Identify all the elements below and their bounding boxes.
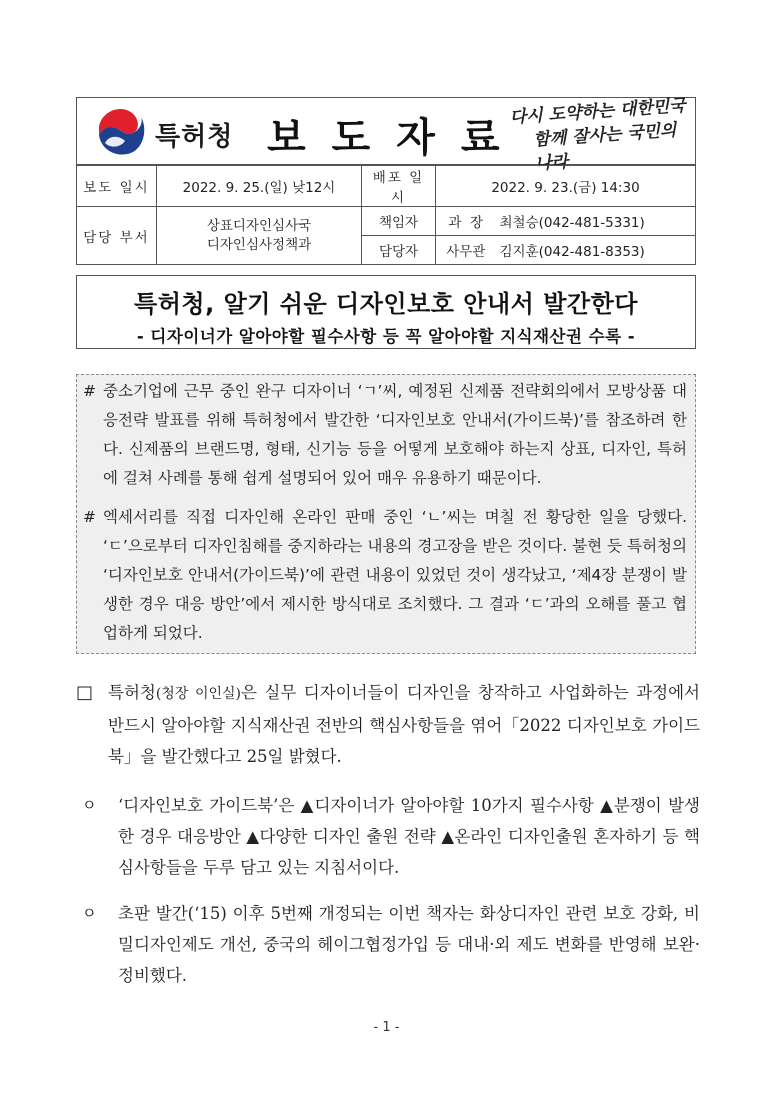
summary-item <box>83 503 687 648</box>
page-number: - 1 - <box>373 1020 400 1035</box>
p1-text: 은 실무 디자이너들이 디자인을 창작하고 사업화하는 과정에서 반드시 알아야할 지식재산권 전반의 핵심사항들을 엮어「2022 디자인보호 가이드북」을 발간했다고 25일 밝혔다. <box>108 683 700 766</box>
release-date-label: 보도 일시 <box>77 166 157 207</box>
summary-mark: # <box>83 508 96 526</box>
chief-contact: 최철승(042-481-5331) <box>496 207 696 236</box>
department-value <box>157 207 362 265</box>
department-label: 담당 부서 <box>77 207 157 265</box>
chief-title: 과 장 <box>436 207 496 236</box>
staff-label: 담당자 <box>362 236 436 265</box>
agency-name: 특허청 <box>155 122 234 152</box>
distribute-date-label: 배포 일시 <box>362 166 436 207</box>
circle-bullet-icon: ㅇ <box>82 904 97 922</box>
release-info-table <box>76 165 696 265</box>
circle-bullet-icon: ㅇ <box>82 796 97 814</box>
body-paragraph-2 <box>76 790 700 883</box>
summary-text: 중소기업에 근무 중인 완구 디자이너 ‘ㄱ’씨, 예정된 신제품 전략회의에서 모방상품 대응전략 발표를 위해 특허청에서 발간한 ‘디자인보호 안내서(가이드북)’를 참조하려 한다. 신제품의 브랜드명, 형태, 신기능 등을 어떻게 보호해야 하는지 상표, 디자인, 특허에 걸쳐 사례를 통해 쉽게 설명되어 있어 매우 유용하기 때문이다. <box>103 382 687 487</box>
p3-text: 초판 발간(‘15) 이후 5번째 개정되는 이번 책자는 화상디자인 관련 보호 강화, 비밀디자인제도 개선, 중국의 헤이그협정가입 등 대내·외 제도 변화를 반영해 보완·정비했다. <box>118 904 700 985</box>
staff-title: 사무관 <box>436 236 496 265</box>
headline-box <box>76 275 696 349</box>
department-line-2: 디자인심사정책과 <box>206 236 312 253</box>
press-release-title: 보도자료 <box>267 115 526 161</box>
department-line-1: 상표디자인심사국 <box>206 217 312 234</box>
slogan-line-2: 함께 잘사는 국민의 나라 <box>532 120 678 175</box>
summary-text: 엑세서리를 직접 디자인해 온라인 판매 중인 ‘ㄴ’씨는 며칠 전 황당한 일을 당했다. ‘ㄷ’으로부터 디자인침해를 중지하라는 내용의 경고장을 받은 것이다. 불현 듯 특허청의 ‘디자인보호 안내서(가이드북)’에 관련 내용이 있었던 것이 생각났고, ‘제4장 분쟁이 발생한 경우 대응 방안’에서 제시한 방식대로 조치했다. 그 결과 ‘ㄷ’과의 오해를 풀고 협업하게 되었다. <box>103 508 687 642</box>
square-bullet-icon: □ <box>76 682 94 703</box>
release-date-value: 2022. 9. 25.(일) 낮12시 <box>157 166 362 207</box>
body-paragraph-3 <box>76 898 700 991</box>
sub-headline: - 디자이너가 알아야할 필수사항 등 꼭 알아야할 지식재산권 수록 - <box>136 327 636 346</box>
p1-subject: 특허청 <box>108 683 156 702</box>
press-header <box>76 95 696 175</box>
government-logo-icon <box>95 105 147 157</box>
summary-mark: # <box>83 382 96 400</box>
headline: 특허청, 알기 쉬운 디자인보호 안내서 발간한다 <box>134 290 638 318</box>
chief-label: 책임자 <box>362 207 436 236</box>
p1-parenthetical: (청장 이인실) <box>155 686 242 702</box>
summary-item <box>83 377 687 493</box>
body-paragraph-1 <box>76 677 700 772</box>
staff-contact: 김지훈(042-481-8353) <box>496 236 696 265</box>
distribute-date-value: 2022. 9. 23.(금) 14:30 <box>436 166 696 207</box>
p2-text: ‘디자인보호 가이드북’은 ▲디자이너가 알아야할 10가지 필수사항 ▲분쟁이 발생한 경우 대응방안 ▲다양한 디자인 출원 전략 ▲온라인 디자인출원 혼자하기 등 핵심사항들을 두루 담고 있는 지침서이다. <box>118 796 700 877</box>
slogan-line-1: 다시 도약하는 대한민국 <box>509 95 687 128</box>
summary-box <box>76 374 696 654</box>
